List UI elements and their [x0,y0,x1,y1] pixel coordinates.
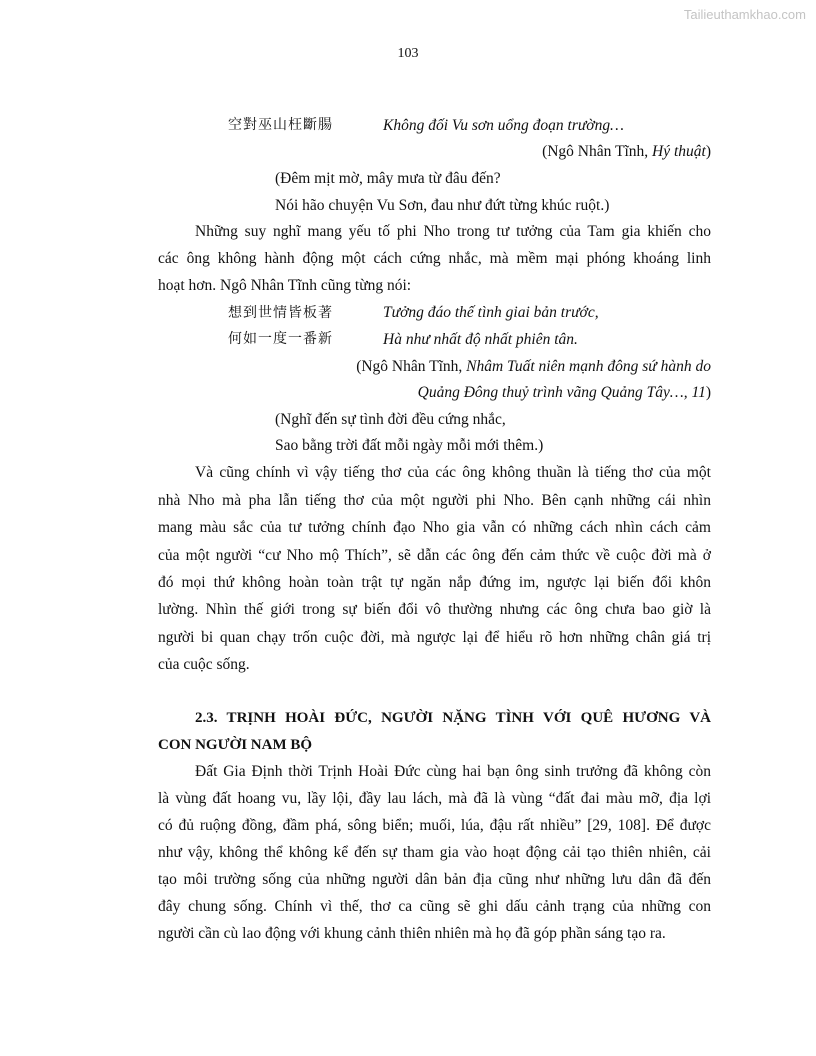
section-heading: 2.3. TRỊNH HOÀI ĐỨC, NGƯỜI NẶNG TÌNH VỚI QUÊ HƯƠNG VÀ [195,710,711,726]
quote-viet-line: Hà như nhất độ nhất phiên tân. [383,331,578,348]
quote-source: (Ngô Nhân Tĩnh, Hý thuật) [542,143,711,160]
paragraph-line: Và cũng chính vì vậy tiếng thơ của các ông không thuần là tiếng thơ của một [195,464,711,481]
paragraph-line: hoạt hơn. Ngô Nhân Tĩnh cũng từng nói: [158,277,412,294]
quote-source: (Ngô Nhân Tĩnh, Nhâm Tuất niên mạnh đông sứ hành do [356,358,711,375]
paragraph-line: người bi quan chạy trốn cuộc đời, mà ngược lại để hiểu rõ hơn những chân giá trị [158,629,711,646]
watermark: Tailieuthamkhao.com [683,7,806,22]
paragraph-line: đó mọi thứ không hoàn toàn trật tự ngăn nắp đứng im, ngược lại biến đổi khôn [158,574,711,591]
translation-line: Nói hão chuyện Vu Sơn, đau như đứt từng khúc ruột.) [275,197,610,214]
paragraph-line: mang màu sắc của tư tưởng chính đạo Nho gia vẫn có những cách nhìn cách cảm [158,519,711,536]
quote-han-line: 何如一度一番新 [228,331,333,347]
paragraph-line: lường. Nhìn thế giới trong sự biến đổi vô thường nhưng các ông chưa bao giờ là [158,601,711,618]
section-heading-continued: CON NGƯỜI NAM BỘ [158,737,313,753]
translation-line: (Đêm mịt mờ, mây mưa từ đâu đến? [275,170,501,187]
quote-han-line: 空對巫山枉斷腸 [228,117,333,133]
paragraph-line: là vùng đất hoang vu, lầy lội, đầy lau lách, mà đã là vùng “đất đai màu mỡ, địa lợi [158,790,711,807]
paragraph-line: của cuộc sống. [158,656,250,673]
paragraph-line: Đất Gia Định thời Trịnh Hoài Đức cùng hai bạn ông sinh trưởng đã không còn [195,763,711,780]
paragraph-line: như vậy, không thể không kể đến sự tham gia vào hoạt động cải tạo thiên nhiên, cải [158,844,711,861]
quote-source-continued: Quảng Đông thuỷ trình vãng Quảng Tây…, 11) [417,384,711,401]
translation-line: (Nghĩ đến sự tình đời đều cứng nhắc, [275,411,506,428]
paragraph-line: có đủ ruộng đồng, đầm phá, sông biển; muối, lúa, đậu rất nhiều” [29, 108]. Để được [158,817,711,834]
page-number: 103 [397,46,419,61]
paragraph-line: nhà Nho mà pha lẫn tiếng thơ của một người phi Nho. Bên cạnh những cái nhìn [158,492,711,509]
paragraph-line: người cần cù lao động với khung cảnh thiên nhiên mà họ đã góp phần sáng tạo ra. [158,925,666,942]
paragraph-line: của một người “cư Nho mộ Thích”, sẽ dẫn các ông đến cảm thức về cuộc đời mà ở [158,547,711,564]
paragraph-line: các ông không hành động một cách cứng nhắc, mà mềm mại phóng khoáng linh [158,250,711,267]
paragraph-line: tạo môi trường sống của những người dân bản địa cũng như những lưu dân đã đến [158,871,711,888]
paragraph-line: đây chung sống. Chính vì thế, thơ ca cũng sẽ ghi dấu cảnh trạng của những con [158,898,711,915]
quote-viet-line: Tưởng đáo thế tình giai bản trước, [383,304,599,321]
paragraph-line: Những suy nghĩ mang yếu tố phi Nho trong tư tưởng của Tam gia khiến cho [195,223,711,240]
quote-viet-line: Không đối Vu sơn uổng đoạn trường… [383,117,624,134]
translation-line: Sao bằng trời đất mỗi ngày mỗi mới thêm.) [275,437,544,454]
quote-han-line: 想到世情皆板著 [228,305,333,321]
